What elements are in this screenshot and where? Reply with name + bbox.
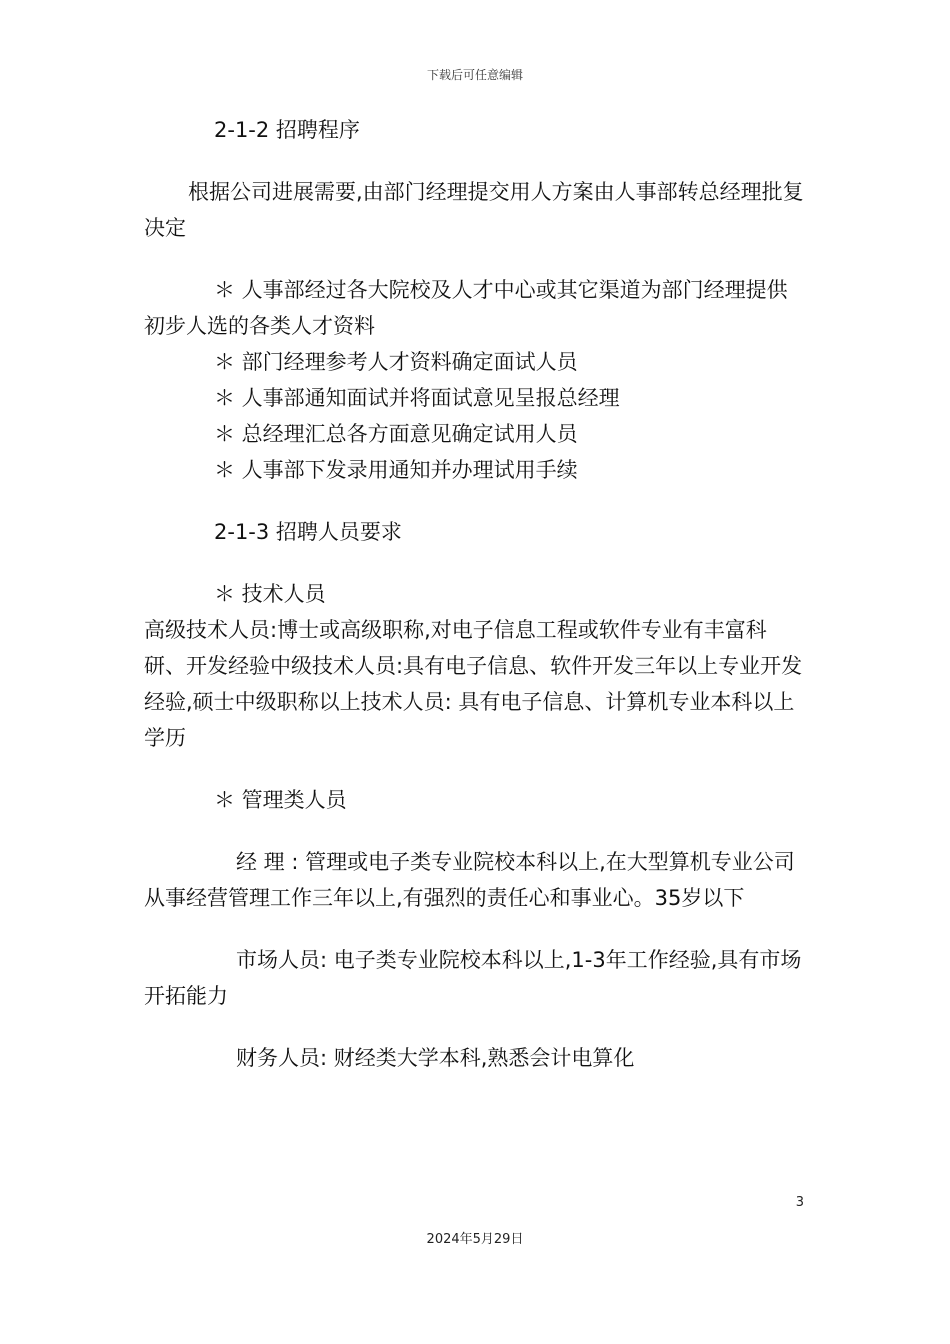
page-footer-date: 2024年5月29日 (426, 1232, 524, 1247)
section-title-2-1-3: 2-1-3 招聘人员要求 (214, 520, 402, 544)
bullet-item: ＊ 人事部通知面试并将面试意见呈报总经理 (214, 386, 620, 410)
bullet-item: ＊ 人事部经过各大院校及人才中心或其它渠道为部门经理提供初步人选的各类人才资料 (144, 278, 788, 338)
mgmt-heading: ＊ 管理类人员 (214, 788, 347, 812)
page-header: 下载后可任意编辑 (426, 68, 523, 82)
document-body (144, 112, 808, 1076)
page-number: 3 (795, 1195, 804, 1210)
bullet-item: ＊ 部门经理参考人才资料确定面试人员 (214, 350, 578, 374)
tech-heading: ＊ 技术人员 (214, 582, 326, 606)
market-requirements: 市场人员: 电子类专业院校本科以上,1-3年工作经验,具有市场开拓能力 (144, 948, 802, 1008)
intro-paragraph: 根据公司进展需要,由部门经理提交用人方案由人事部转总经理批复决定 (144, 180, 804, 240)
manager-requirements: 经 理 : 管理或电子类专业院校本科以上,在大型算机专业公司从事经营管理工作三年以上,有强烈的责任心和事业心。35岁以下 (144, 850, 795, 910)
finance-requirements: 财务人员: 财经类大学本科,熟悉会计电算化 (236, 1046, 635, 1070)
section-title-2-1-2: 2-1-2 招聘程序 (214, 118, 360, 142)
bullet-item: ＊ 人事部下发录用通知并办理试用手续 (214, 458, 578, 482)
tech-requirements: 高级技术人员:博士或高级职称,对电子信息工程或软件专业有丰富科研、开发经验中级技术人员:具有电子信息、软件开发三年以上专业开发经验,硕士中级职称以上技术人员: 具有电子信息、计算机专业本科以上学历 (144, 618, 803, 750)
bullet-item: ＊ 总经理汇总各方面意见确定试用人员 (214, 422, 578, 446)
